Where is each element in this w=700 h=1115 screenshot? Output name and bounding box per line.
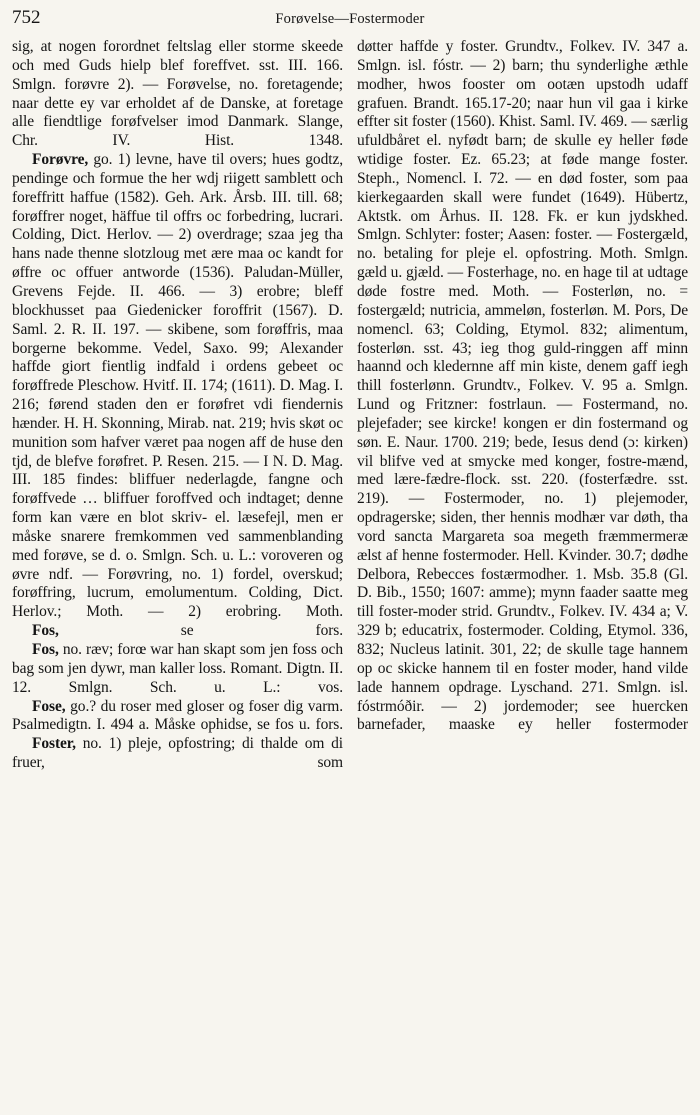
dictionary-entry [12,698,343,736]
dictionary-entry [12,641,343,698]
right-column [357,38,688,773]
text-columns [12,38,688,773]
dictionary-entry [12,622,343,641]
entry-headword: Fos, [32,622,59,640]
running-title: Forøvelse—Fostermoder [275,11,425,27]
entry-headword: Foster, [32,735,76,753]
dictionary-entry [357,38,688,735]
entry-headword: Fose, [32,697,66,715]
dictionary-entry [12,735,343,773]
entry-text: no. 1) pleje, opfostring; di thalde om di fruer, som [12,735,343,772]
page-header [12,8,688,38]
dictionary-entry [12,38,343,151]
entry-headword: Fos, [32,641,59,658]
entry-headword: Forøvre, [32,151,89,169]
dictionary-entry [12,151,343,622]
entry-text: se fors. [58,622,343,640]
entry-text: go.? du roser med gloser og foser dig varm. Psalmedigtn. I. 494 a. Måske ophidse, se fos u. fors. [12,697,343,734]
page-number: 752 [12,7,41,28]
entry-text: no. ræv; forœ war han skapt som jen foss och bag som jen dywr, man kaller loss. Romant. Digtn. II. 12. Smlgn. Sch. u. L.: vos. [12,641,343,696]
left-column [12,38,343,773]
entry-text: go. 1) levne, have til overs; hues godtz, pendinge och formue the her wdj riigett samblett och foreffritt haffue (1582). Geh. Ark. Årsb. III. till. 68; forøffrer noget, häffue til offrs oc forbedring, lucrari. Colding, Dict. Herlov. — 2) overdrage; szaa jeg tha hans nade thenne slotzloug met ære maa oc kandt for øffre oc offuer antworde (1536). Paludan-Müller, Grevens Fejde. II. 466. — 3) erobre; bleff blockhusset paa Giedenicker foroffrit (1567). D. Saml. 2. R. II. 197. — skibene, som forøffris, maa borgerne bekomme. Vedel, Saxo. 99; Alexander haffde giort fientlig indfald i ordens gebeet oc forøffrede Pleschow. Hvitf. II. 174; (1611). D. Mag. I. 216; førend staden den er forøfret vdi fiendernis hænder. H. H. Skonning, Mirab. nat. 219; hvis skøt oc munition som hafver været paa nogen aff de huse den tjd, de blefve forøfret. P. Resen. 215. — I N. D. Mag. III. 185 findes: bliffuer nederlagde, fangne och forøffvede … bliffuer foroffved och indtaget; denne form kan være en blot skriv- el. læsefejl, men er måske snarere fremkommen ved sammenblanding med forøve, se d. o. Smlgn. Sch. u. L.: voroveren og øvre ndf. — Forøvring, no. 1) fordel, overskud; forøffring, lucrum, emolumentum. Colding, Dict. Herlov.; Moth. — 2) erobring. Moth. [12,151,343,621]
entry-text: sig, at nogen forordnet feltslag eller storme skeede och med Guds hielp blef foreffvet. sst. III. 166. Smlgn. forøvre 2). — Forøvelse, no. foretagende; naar dette ey var erholdet af de Danske, at foretage alle fiendtlige forøfvelser imod Danmark. Slange, Chr. IV. Hist. 1348. [12,38,343,150]
entry-text: døtter haffde y foster. Grundtv., Folkev. IV. 347 a. Smlgn. isl. fóstr. — 2) barn; thu synderlighe æthle modher, hwos fooster om ootæn upstodh udaff grafuen. Brandt. 165.17-20; naar hun vil gaa i kirke effter sit foster (1560). Khist. Saml. IV. 469. — særlig ufuldbåret el. nyfødt barn; de skulle ey heller føde wtidige foster. Ez. 65.23; at føde mange foster. Steph., Nomencl. I. 72. — en død foster, som paa kierkegaarden skall were fundet (1649). Hübertz, Aktstk. om Århus. II. 128. Fk. er kun jydskhed. Smlgn. Schlyter: foster; Aasen: foster. — Fostergæld, no. betaling for pleje el. opfostring. Moth. Smlgn. gæld u. gjæld. — Fosterhage, no. en hage til at udtage døde fostre med. Moth. — Fosterløn, no. = fostergæld; nutricia, ammeløn, fosterløn. M. Pors, De nomencl. 63; Colding, Etymol. 832; alimentum, fosterløn. sst. 43; ieg thog guld-ringgen aff minn haannd och kledernne aff min kiste, denem gaff iegh thill fosterlønn. Grundtv., Folkev. V. 95 a. Smlgn. Lund og Fritzner: fostrlaun. — Fostermand, no. plejefader; see kircke! kongen er din fostermand og søn. E. Naur. 1700. 219; bede, Iesus dend (ɔ: kirken) vil blifve ved at smycke med konger, fostre-mænd, med lære-fædre-flock. sst. 220. (fosterfædre. sst. 219). — Fostermoder, no. 1) plejemoder, opdragerske; siden, ther hennis modhær var døth, tha vord sancta Margareta soa megeth fræmmermeræ ælst af henne fostermoder. Hell. Kvinder. 30.7; dødhe Delbora, Rebecces fostærmodher. 1. Msb. 35.8 (Gl. D. Bib., 1550; 1607: amme); mynn faader saatte meg till foster-moder strid. Grundtv., Folkev. IV. 434 a; V. 329 b; educatrix, fostermoder. Colding, Etymol. 336, 832; Nucleus latinit. 301, 22; de skulle tage hannem op oc skicke hannem til en foster moder, hand vilde lade hannem opdrage. Lyschand. 271. Smlgn. isl. fóstrmóðir. — 2) jordemoder; see huercken barnefader, maaske ey heller fostermoder [357,38,688,734]
